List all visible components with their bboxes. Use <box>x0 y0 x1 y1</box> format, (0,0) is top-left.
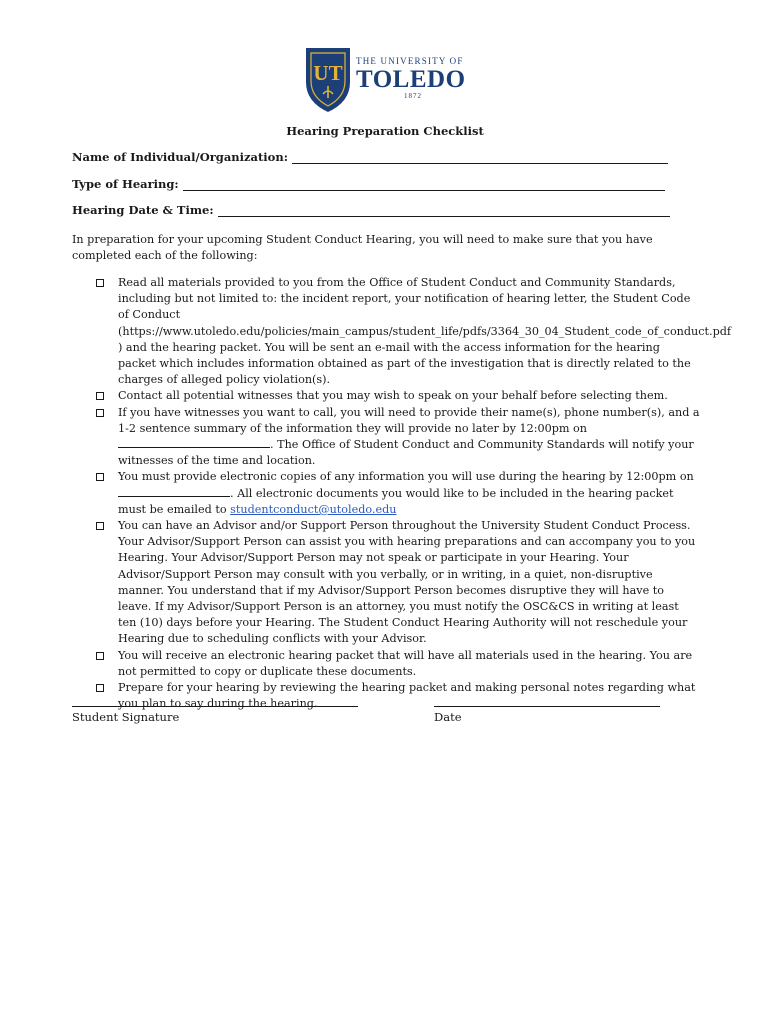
student-signature-label: Student Signature <box>72 710 180 724</box>
checkbox-icon[interactable] <box>96 684 104 692</box>
checklist-item-text: . All electronic documents you would like to be included in the hearing packet must be emailed to <box>118 486 674 516</box>
date-field-label: Hearing Date & Time: <box>72 203 214 217</box>
page-title: Hearing Preparation Checklist <box>286 124 484 138</box>
checklist-item-hearing-packet <box>94 648 700 680</box>
date-signature-line[interactable] <box>434 706 660 707</box>
logo-monogram: UT <box>313 61 343 85</box>
documents-deadline-blank[interactable] <box>118 486 230 497</box>
logo-year: 1872 <box>404 92 422 100</box>
checklist-item-contact-witnesses <box>94 388 700 404</box>
checklist-item-text: Prepare for your hearing by reviewing the hearing packet and making personal notes regarding what you plan to say during the hearing. <box>118 681 696 711</box>
name-field-label: Name of Individual/Organization: <box>72 150 288 164</box>
checkbox-icon[interactable] <box>96 392 104 400</box>
checklist-item-text: . The Office of Student Conduct and Community Standards will notify your witnesses of the time and location. <box>118 438 694 468</box>
type-field[interactable] <box>72 177 665 191</box>
email-link[interactable]: studentconduct@utoledo.edu <box>230 502 397 516</box>
date-field-line[interactable] <box>218 203 670 217</box>
checklist-item-text: Contact all potential witnesses that you may wish to speak on your behalf before selecting them. <box>118 389 668 403</box>
logo-the-university-of: THE UNIVERSITY OF <box>356 56 464 66</box>
university-logo <box>302 44 472 114</box>
checklist-item-prepare <box>94 680 700 712</box>
type-field-line[interactable] <box>183 177 665 191</box>
checkbox-icon[interactable] <box>96 409 104 417</box>
shield-icon <box>302 44 354 114</box>
witness-deadline-blank[interactable] <box>118 437 270 448</box>
checklist-item-text: You will receive an electronic hearing packet that will have all materials used in the hearing. You are not permitted to copy or duplicate these documents. <box>118 648 693 678</box>
checklist-item-text: If you have witnesses you want to call, you will need to provide their name(s), phone number(s), and a 1-2 sentence summary of the information they will provide no later by 12:00pm on <box>118 405 700 435</box>
name-field[interactable] <box>72 150 668 164</box>
checklist-item-advisor <box>94 518 700 648</box>
checklist-item-text: You can have an Advisor and/or Support Person throughout the University Student Conduct Process. Your Advisor/Support Person can assist you with hearing preparations and can accompany you to you Hearing. Your Advisor/Support Person may not speak or participate in your Hearing. Your Advisor/Support Person may consult with you verbally, or in writing, in a quiet, non-disruptive manner. You understand that if my Advisor/Support Person becomes disruptive they will have to leave. If my Advisor/Support Person is an attorney, you must notify the OSC&CS in writing at least ten (10) days before your Hearing. The Student Conduct Hearing Authority will not reschedule your Hearing due to scheduling conflicts with your Advisor. <box>118 519 696 646</box>
logo-wordmark <box>356 56 466 100</box>
logo-name: TOLEDO <box>356 66 466 93</box>
date-signature-label: Date <box>434 710 462 724</box>
name-field-line[interactable] <box>292 150 668 164</box>
checklist-item-materials <box>94 275 732 388</box>
checklist <box>94 275 732 712</box>
date-field[interactable] <box>72 203 670 217</box>
checklist-item-witness-info <box>94 405 700 470</box>
checkbox-icon[interactable] <box>96 652 104 660</box>
checklist-item-electronic-copies <box>94 469 700 518</box>
student-signature-line[interactable] <box>72 706 358 707</box>
checklist-item-text: You must provide electronic copies of any information you will use during the hearing by 12:00pm on <box>118 470 694 484</box>
checkbox-icon[interactable] <box>96 473 104 481</box>
type-field-label: Type of Hearing: <box>72 177 179 191</box>
checklist-item-text: Read all materials provided to you from the Office of Student Conduct and Community Standards, including but not limited to: the incident report, your notification of hearing letter, the Student Code of Conduct (https://www.utoledo.edu/policies/main_campus/student_life/pdfs/3364_30_04_Student_code_of_conduct.pdf ) and the hearing packet. You will be sent an e-mail with the access information for the hearing packet which includes information obtained as part of the investigation that is directly related to the charges of alleged policy violation(s). <box>118 276 732 387</box>
checkbox-icon[interactable] <box>96 522 104 530</box>
intro-paragraph: In preparation for your upcoming Student Conduct Hearing, you will need to make sure that you have completed each of the following: <box>72 233 653 263</box>
checkbox-icon[interactable] <box>96 279 104 287</box>
